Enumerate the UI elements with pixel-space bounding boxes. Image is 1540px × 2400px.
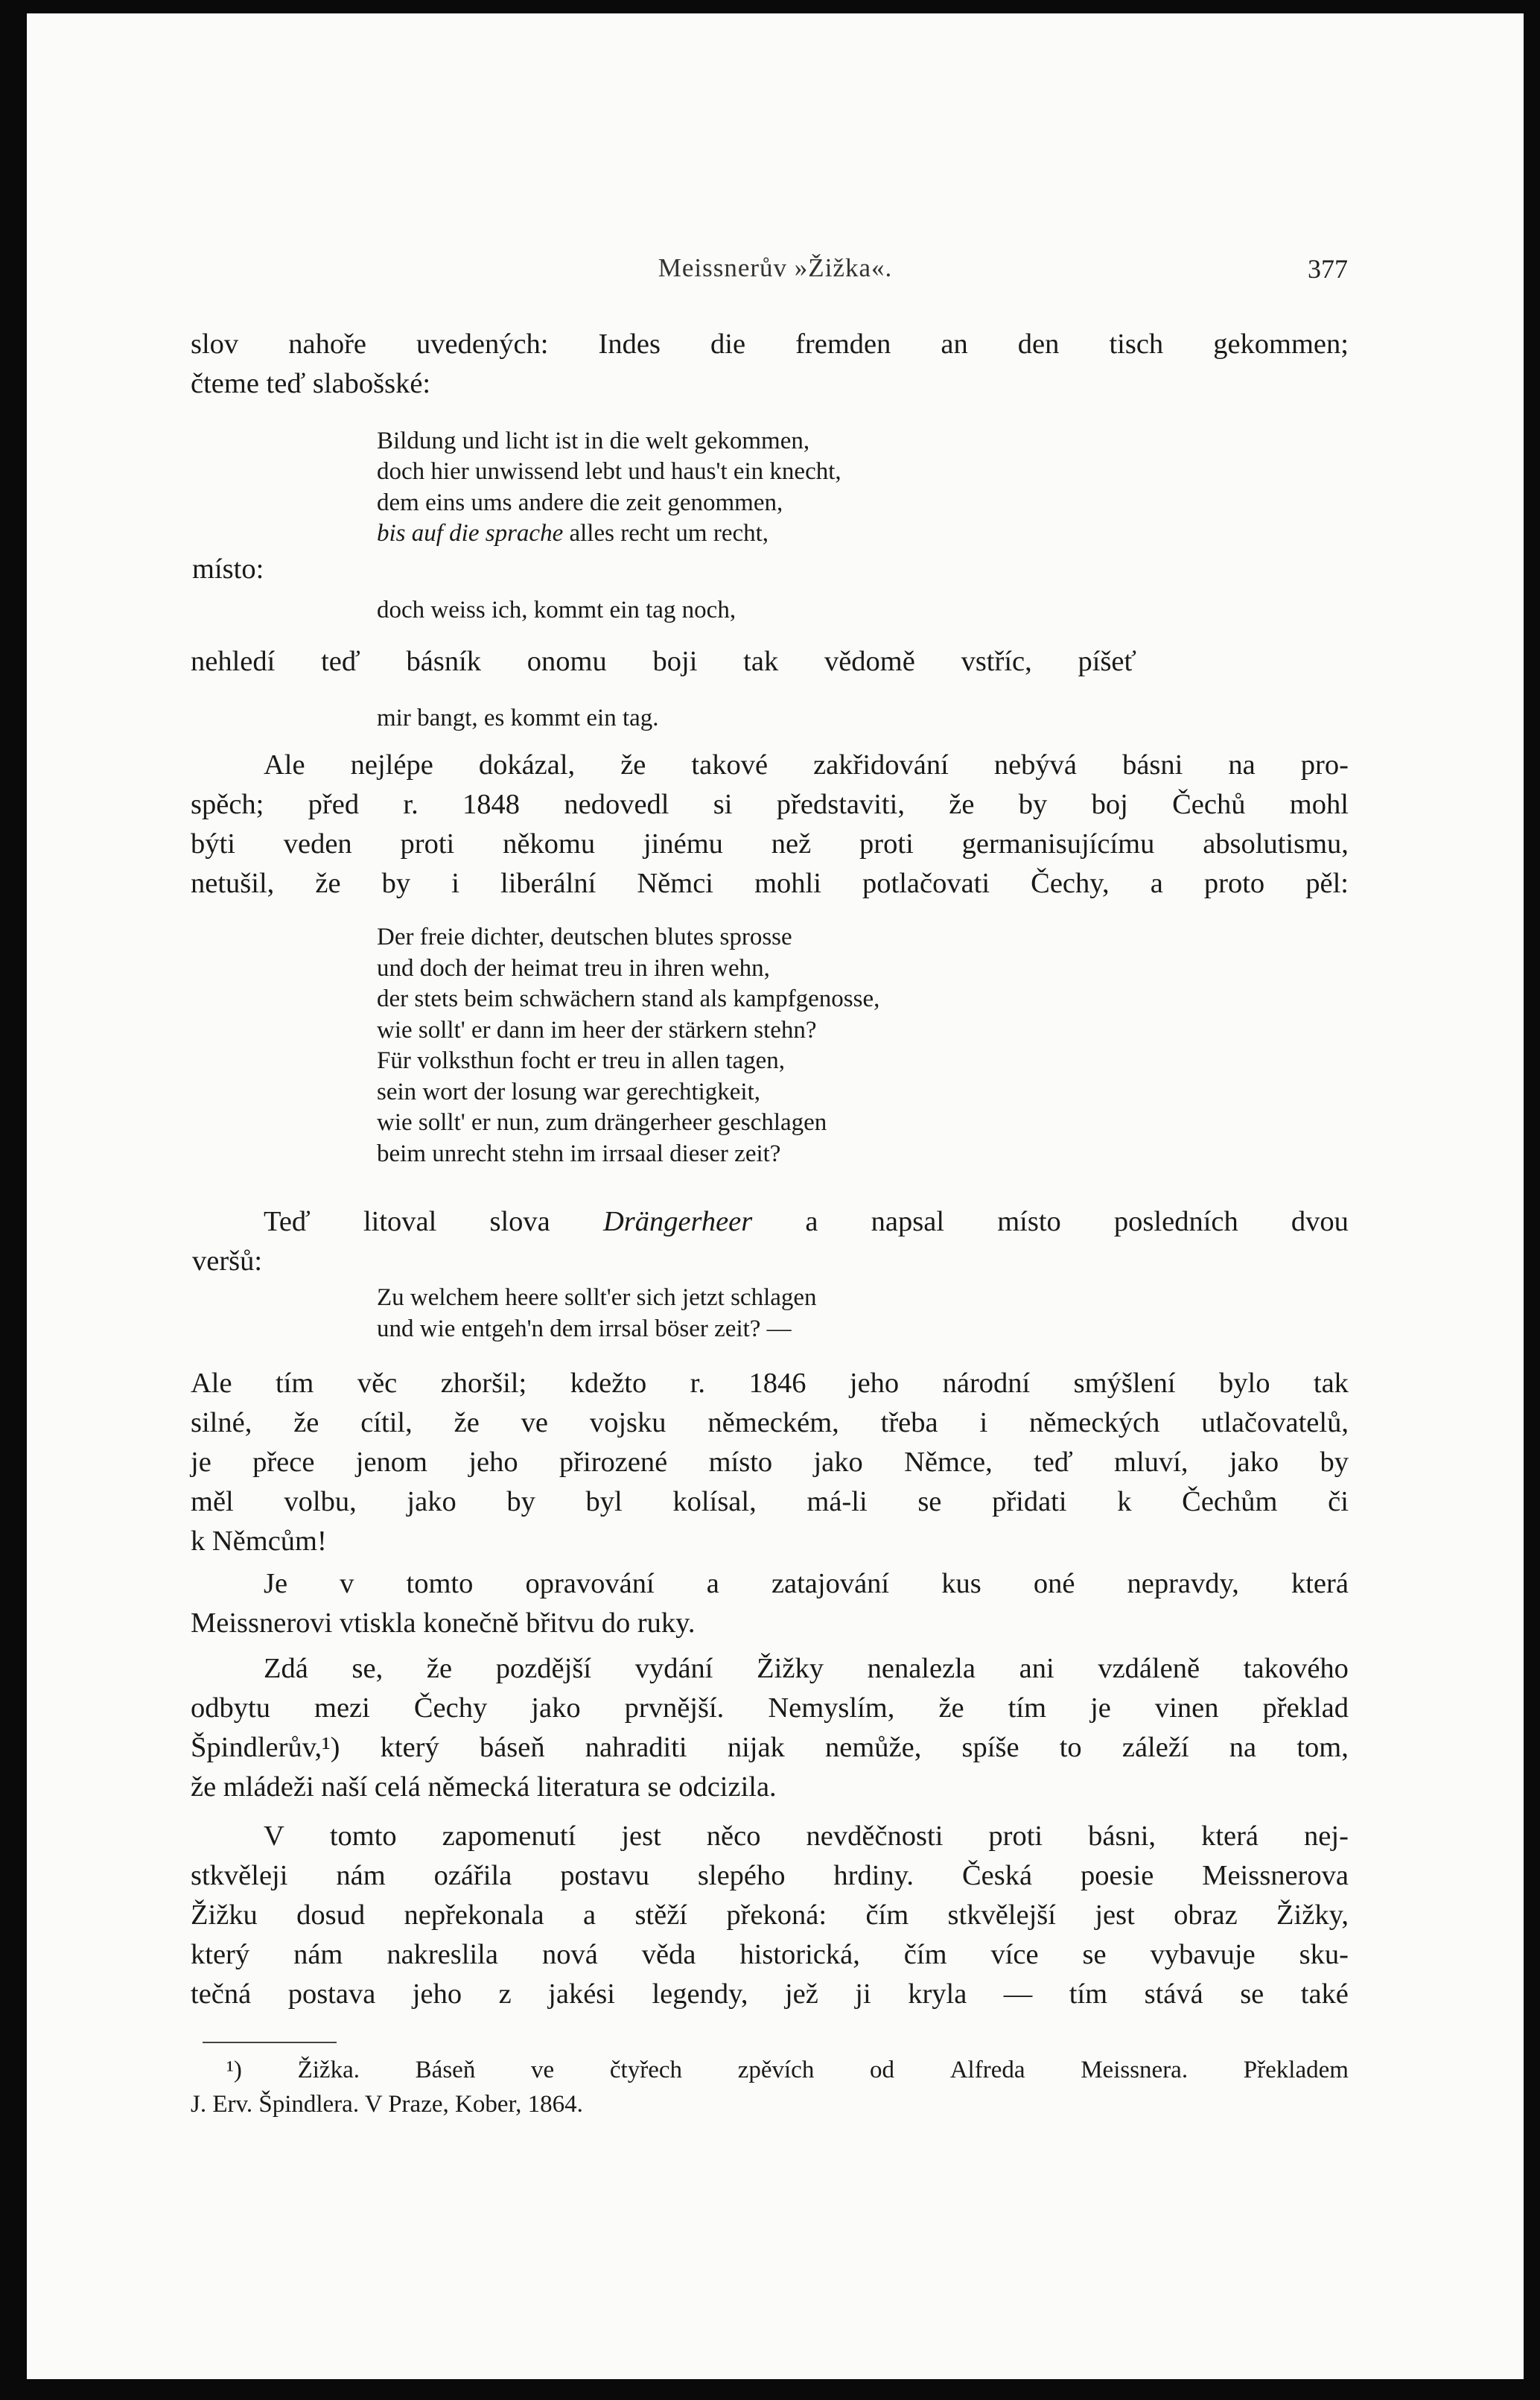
word: jako: [531, 1692, 581, 1724]
word: absolutismu,: [1203, 828, 1349, 860]
word: báseň: [479, 1732, 545, 1763]
word: která: [1291, 1568, 1349, 1599]
word: Čechy,: [1031, 868, 1110, 899]
word: jeho: [468, 1447, 518, 1478]
poem3-line: und wie entgeh'n dem irrsal böser zeit? —: [377, 1315, 792, 1342]
poem1-italic-phrase: bis auf die sprache: [377, 520, 564, 547]
word: by: [381, 868, 411, 899]
word: stává: [1144, 1978, 1203, 2010]
word: nahraditi: [585, 1732, 687, 1763]
word: stkvěleji: [191, 1860, 288, 1891]
word: silné,: [191, 1407, 252, 1438]
word: poesie: [1080, 1860, 1154, 1891]
word: r.: [690, 1368, 705, 1399]
word: čtyřech: [609, 2057, 682, 2083]
word: 1846: [748, 1368, 806, 1399]
poem1-line: doch hier unwissend lebt und haus't ein knecht,: [377, 458, 841, 485]
word: Němce,: [904, 1447, 993, 1478]
misto-label: místo:: [192, 553, 264, 585]
word: Alfreda: [949, 2057, 1025, 2083]
word: Špindlerův,¹): [191, 1732, 340, 1763]
word: nijak: [727, 1732, 785, 1763]
para6-line: [191, 1975, 1349, 2014]
word: z: [498, 1978, 512, 2010]
word: něco: [706, 1820, 761, 1852]
word: tom,: [1296, 1732, 1349, 1763]
word: den: [1017, 328, 1060, 360]
word: uvedených:: [416, 328, 549, 360]
word: také: [1300, 1978, 1349, 2010]
word: záleží: [1121, 1732, 1189, 1763]
para5-last: že mládeži naší celá německá literatura se odcizila.: [191, 1771, 777, 1803]
poem2-line: wie sollt' er nun, zum drängerheer geschlagen: [377, 1109, 827, 1136]
word: Čechy: [413, 1692, 488, 1724]
word: Žižky,: [1276, 1899, 1349, 1931]
word: napsal: [871, 1206, 945, 1237]
word: Česká: [961, 1860, 1033, 1891]
word: která: [1201, 1820, 1259, 1852]
word: boji: [652, 646, 698, 677]
word: přidati: [992, 1486, 1067, 1517]
word: ¹): [226, 2057, 242, 2083]
word: ani: [1019, 1653, 1054, 1684]
word: že: [938, 1692, 964, 1724]
word: smýšlení: [1073, 1368, 1176, 1399]
footnote-line-2: J. Erv. Špindlera. V Praze, Kober, 1864.: [191, 2091, 583, 2118]
word: tomto: [406, 1568, 474, 1599]
poem1-line-4: [377, 518, 769, 549]
word: Ale: [264, 749, 305, 781]
word: jako: [1229, 1447, 1279, 1478]
word: představiti,: [776, 789, 905, 820]
word: kolísal,: [672, 1486, 757, 1517]
para5-line: [264, 1649, 1349, 1689]
word: proti: [988, 1820, 1043, 1852]
word: tečná: [191, 1978, 252, 2010]
word: teď: [321, 646, 360, 677]
para1-line: [264, 746, 1349, 785]
word: tím: [1008, 1692, 1047, 1724]
word: před: [308, 789, 360, 820]
para1-line: [191, 825, 1349, 864]
word: tomto: [329, 1820, 397, 1852]
word: jako: [813, 1447, 863, 1478]
word: přirozené: [559, 1447, 668, 1478]
footnote-divider: [203, 2042, 337, 2043]
word: jako: [407, 1486, 456, 1517]
para2-line-2: veršů:: [192, 1245, 263, 1277]
word: pěl:: [1305, 868, 1349, 899]
word: jinému: [643, 828, 723, 860]
word: tím: [1069, 1978, 1108, 2010]
word: Nemyslím,: [768, 1692, 895, 1724]
word: dokázal,: [478, 749, 576, 781]
word: více: [990, 1939, 1039, 1970]
word: nepravdy,: [1127, 1568, 1239, 1599]
word: kdežto: [570, 1368, 647, 1399]
word: přece: [252, 1447, 315, 1478]
word: dvou: [1291, 1206, 1349, 1237]
para6-line: [264, 1817, 1349, 1856]
poem2-line: und doch der heimat treu in ihren wehn,: [377, 955, 770, 982]
para3-line: [191, 1482, 1349, 1522]
word: národní: [942, 1368, 1031, 1399]
word: Němci: [637, 868, 713, 899]
word: si: [713, 789, 733, 820]
word: obraz: [1174, 1899, 1238, 1931]
word: ozářila: [433, 1860, 512, 1891]
word: že: [315, 868, 341, 899]
word: mohli: [754, 868, 821, 899]
word: kryla: [908, 1978, 967, 2010]
word: postavu: [560, 1860, 649, 1891]
word: někomu: [503, 828, 596, 860]
word: nehledí: [191, 646, 276, 677]
word: sku-: [1299, 1939, 1349, 1970]
word: dosud: [296, 1899, 366, 1931]
word: překlad: [1262, 1692, 1349, 1724]
word: r.: [403, 789, 419, 820]
word: veden: [283, 828, 352, 860]
word: že: [620, 749, 646, 781]
word: je: [1090, 1692, 1111, 1724]
word: či: [1328, 1486, 1349, 1517]
poem2-line: der stets beim schwächern stand als kampfgenosse,: [377, 985, 880, 1012]
word: jakési: [548, 1978, 615, 2010]
word: litoval: [363, 1206, 437, 1237]
word: proti: [400, 828, 455, 860]
word: tak: [743, 646, 779, 677]
word: zatajování: [771, 1568, 890, 1599]
word: jest: [1095, 1899, 1135, 1931]
word: zapomenutí: [442, 1820, 576, 1852]
para3-line: [191, 1403, 1349, 1443]
word: takového: [1243, 1653, 1349, 1684]
word: píšeť: [1078, 646, 1136, 677]
word: je: [191, 1447, 211, 1478]
word: čím: [865, 1899, 909, 1931]
word: vstříc,: [961, 646, 1032, 677]
para3-last: k Němcům!: [191, 1526, 327, 1557]
word: cítil,: [360, 1407, 413, 1438]
word: že: [293, 1407, 319, 1438]
word: nebývá: [993, 749, 1078, 781]
page-number: 377: [1308, 254, 1348, 284]
para1-line: [191, 785, 1349, 825]
word: nakreslila: [386, 1939, 498, 1970]
word: prvnější.: [624, 1692, 725, 1724]
word: takové: [691, 749, 769, 781]
word: netušil,: [191, 868, 275, 899]
poem2-line: Für volksthun focht er treu in allen tagen,: [377, 1047, 786, 1074]
word: Žižky: [757, 1653, 824, 1684]
word: od: [870, 2057, 895, 2083]
running-header: Meissnerův »Žižka«.: [658, 253, 893, 282]
para4-last: Meissnerovi vtiskla konečně břitvu do ruky.: [191, 1607, 696, 1639]
word: by: [506, 1486, 535, 1517]
word: to: [1059, 1732, 1082, 1763]
word: postava: [287, 1978, 376, 2010]
word: i: [451, 868, 459, 899]
word: a: [1150, 868, 1163, 899]
word: Ale: [191, 1368, 232, 1399]
word: volbu,: [284, 1486, 357, 1517]
word: nepřekonala: [404, 1899, 544, 1931]
poem2-line: wie sollt' er dann im heer der stärkern stehn?: [377, 1017, 817, 1044]
para6-line: [191, 1896, 1349, 1935]
word: Je: [264, 1568, 288, 1599]
word: vydání: [634, 1653, 713, 1684]
word: an: [941, 328, 968, 360]
word: německých: [1029, 1407, 1160, 1438]
word: utlačovatelů,: [1201, 1407, 1349, 1438]
word: hrdiny.: [833, 1860, 914, 1891]
word: nám: [336, 1860, 386, 1891]
word: die: [710, 328, 746, 360]
word: mohl: [1289, 789, 1349, 820]
word: tak: [1313, 1368, 1349, 1399]
word: posledních: [1113, 1206, 1238, 1237]
word: nejlépe: [350, 749, 433, 781]
word: německém,: [707, 1407, 839, 1438]
word: nej-: [1304, 1820, 1349, 1852]
poem1-line: dem eins ums andere die zeit genommen,: [377, 489, 783, 516]
word: spíše: [961, 1732, 1019, 1763]
word: bylo: [1219, 1368, 1270, 1399]
word: nedovedl: [564, 789, 669, 820]
word: mluví,: [1114, 1447, 1189, 1478]
para6-line: [191, 1935, 1349, 1975]
word: překoná:: [726, 1899, 827, 1931]
word: zhoršil;: [440, 1368, 527, 1399]
word: historická,: [739, 1939, 860, 1970]
para4-line: [264, 1564, 1349, 1604]
word: proti: [859, 828, 914, 860]
word: básni,: [1088, 1820, 1156, 1852]
word: k: [1117, 1486, 1132, 1517]
para6-line: [191, 1856, 1349, 1896]
word: místo: [997, 1206, 1061, 1237]
word: jeho: [412, 1978, 462, 2010]
word: že: [454, 1407, 480, 1438]
poem3-line: Zu welchem heere sollt'er sich jetzt schlagen: [377, 1284, 817, 1311]
word: boj: [1091, 789, 1128, 820]
word: legendy,: [652, 1978, 748, 2010]
word: básni: [1122, 749, 1183, 781]
word: ve: [521, 1407, 548, 1438]
para3-line: [191, 1364, 1349, 1403]
word: nová: [541, 1939, 598, 1970]
word: Čechům: [1182, 1486, 1278, 1517]
word: měl: [191, 1486, 234, 1517]
word: než: [771, 828, 812, 860]
intro-line-2: čteme teď slabošské:: [191, 368, 431, 399]
word: místo: [708, 1447, 773, 1478]
word: slova: [489, 1206, 550, 1237]
poem2-line: beim unrecht stehn im irrsaal dieser zeit?: [377, 1140, 781, 1167]
word: ve: [531, 2057, 555, 2083]
word: že: [426, 1653, 453, 1684]
word: spěch;: [191, 789, 264, 820]
poem1-end: mir bangt, es kommt ein tag.: [377, 705, 659, 731]
word: tisch: [1109, 328, 1164, 360]
word: opravování: [525, 1568, 655, 1599]
para3-line: [191, 1443, 1349, 1482]
word: Překladem: [1243, 2057, 1349, 2083]
word: Meissnera.: [1081, 2057, 1189, 2083]
word: oné: [1033, 1568, 1075, 1599]
word: věda: [641, 1939, 696, 1970]
word: Teď: [264, 1206, 311, 1237]
word: a: [805, 1206, 818, 1237]
word: který: [380, 1732, 439, 1763]
word: 1848: [462, 789, 521, 820]
word: Zdá: [264, 1653, 308, 1684]
book-page: [27, 13, 1524, 2379]
word: třeba: [880, 1407, 938, 1438]
poem1-line4-rest: alles recht um recht,: [563, 520, 769, 547]
word: zpěvích: [737, 2057, 815, 2083]
word: nevděčnosti: [806, 1820, 944, 1852]
word: by: [1018, 789, 1048, 820]
word: jeho: [849, 1368, 900, 1399]
para1-line: [191, 864, 1349, 904]
poem1-line: doch weiss ich, kommt ein tag noch,: [377, 597, 736, 623]
word: Čechů: [1172, 789, 1246, 820]
word: slov: [191, 328, 239, 360]
word: germanisujícímu: [961, 828, 1155, 860]
word: vybavuje: [1150, 1939, 1256, 1970]
word: slepého: [697, 1860, 786, 1891]
word: jež: [784, 1978, 818, 2010]
word-italic: Drängerheer: [602, 1206, 753, 1237]
word: pro-: [1300, 749, 1349, 781]
poem2-line: Der freie dichter, deutschen blutes sprosse: [377, 924, 792, 950]
word: teď: [1034, 1447, 1073, 1478]
word: nenalezla: [867, 1653, 976, 1684]
word: nám: [293, 1939, 343, 1970]
word: by: [1320, 1447, 1349, 1478]
word: vědomě: [824, 646, 915, 677]
para5-line: [191, 1728, 1349, 1768]
word: vzdáleně: [1098, 1653, 1200, 1684]
word: onomu: [526, 646, 607, 677]
word: —: [1003, 1978, 1033, 2010]
word: Indes: [598, 328, 661, 360]
word: ji: [855, 1978, 871, 2010]
word: se: [917, 1486, 942, 1517]
word: se: [1082, 1939, 1107, 1970]
word: mezi: [314, 1692, 370, 1724]
word: čím: [903, 1939, 947, 1970]
word: má-li: [806, 1486, 868, 1517]
word: vinen: [1154, 1692, 1219, 1724]
word: liberální: [500, 868, 596, 899]
word: pozdější: [495, 1653, 592, 1684]
word: Meissnerova: [1202, 1860, 1349, 1891]
word: Žižku: [191, 1899, 258, 1931]
word: býti: [191, 828, 235, 860]
word: Báseň: [415, 2057, 476, 2083]
word: stkvělejší: [947, 1899, 1056, 1931]
word: gekommen;: [1213, 328, 1349, 360]
word: který: [191, 1939, 250, 1970]
word: jenom: [355, 1447, 427, 1478]
word: zakřidování: [813, 749, 949, 781]
word: na: [1228, 749, 1256, 781]
word: fremden: [795, 328, 891, 360]
word: a: [583, 1899, 596, 1931]
word: na: [1229, 1732, 1257, 1763]
word: se: [1240, 1978, 1264, 2010]
word: potlačovati: [862, 868, 990, 899]
poem2-line: sein wort der losung war gerechtigkeit,: [377, 1079, 761, 1105]
poem1-line: Bildung und licht ist in die welt gekommen,: [377, 428, 810, 454]
word: vojsku: [589, 1407, 666, 1438]
mid-sentence: [191, 642, 1136, 682]
word: tím: [276, 1368, 314, 1399]
word: i: [979, 1407, 988, 1438]
word: kus: [941, 1568, 981, 1599]
word: nahoře: [288, 328, 366, 360]
word: stěží: [634, 1899, 688, 1931]
word: básník: [406, 646, 482, 677]
word: že: [949, 789, 975, 820]
word: odbytu: [191, 1692, 270, 1724]
word: a: [706, 1568, 719, 1599]
word: nemůže,: [825, 1732, 922, 1763]
para2-line-1: [264, 1202, 1349, 1242]
para5-line: [191, 1689, 1349, 1728]
intro-line-1: [191, 325, 1349, 364]
word: se,: [351, 1653, 384, 1684]
word: proto: [1203, 868, 1265, 899]
word: jest: [621, 1820, 661, 1852]
word: v: [340, 1568, 354, 1599]
word: byl: [585, 1486, 623, 1517]
word: Žižka.: [297, 2057, 360, 2083]
word: věc: [357, 1368, 398, 1399]
footnote-line-1: [226, 2053, 1349, 2087]
word: V: [264, 1820, 284, 1852]
